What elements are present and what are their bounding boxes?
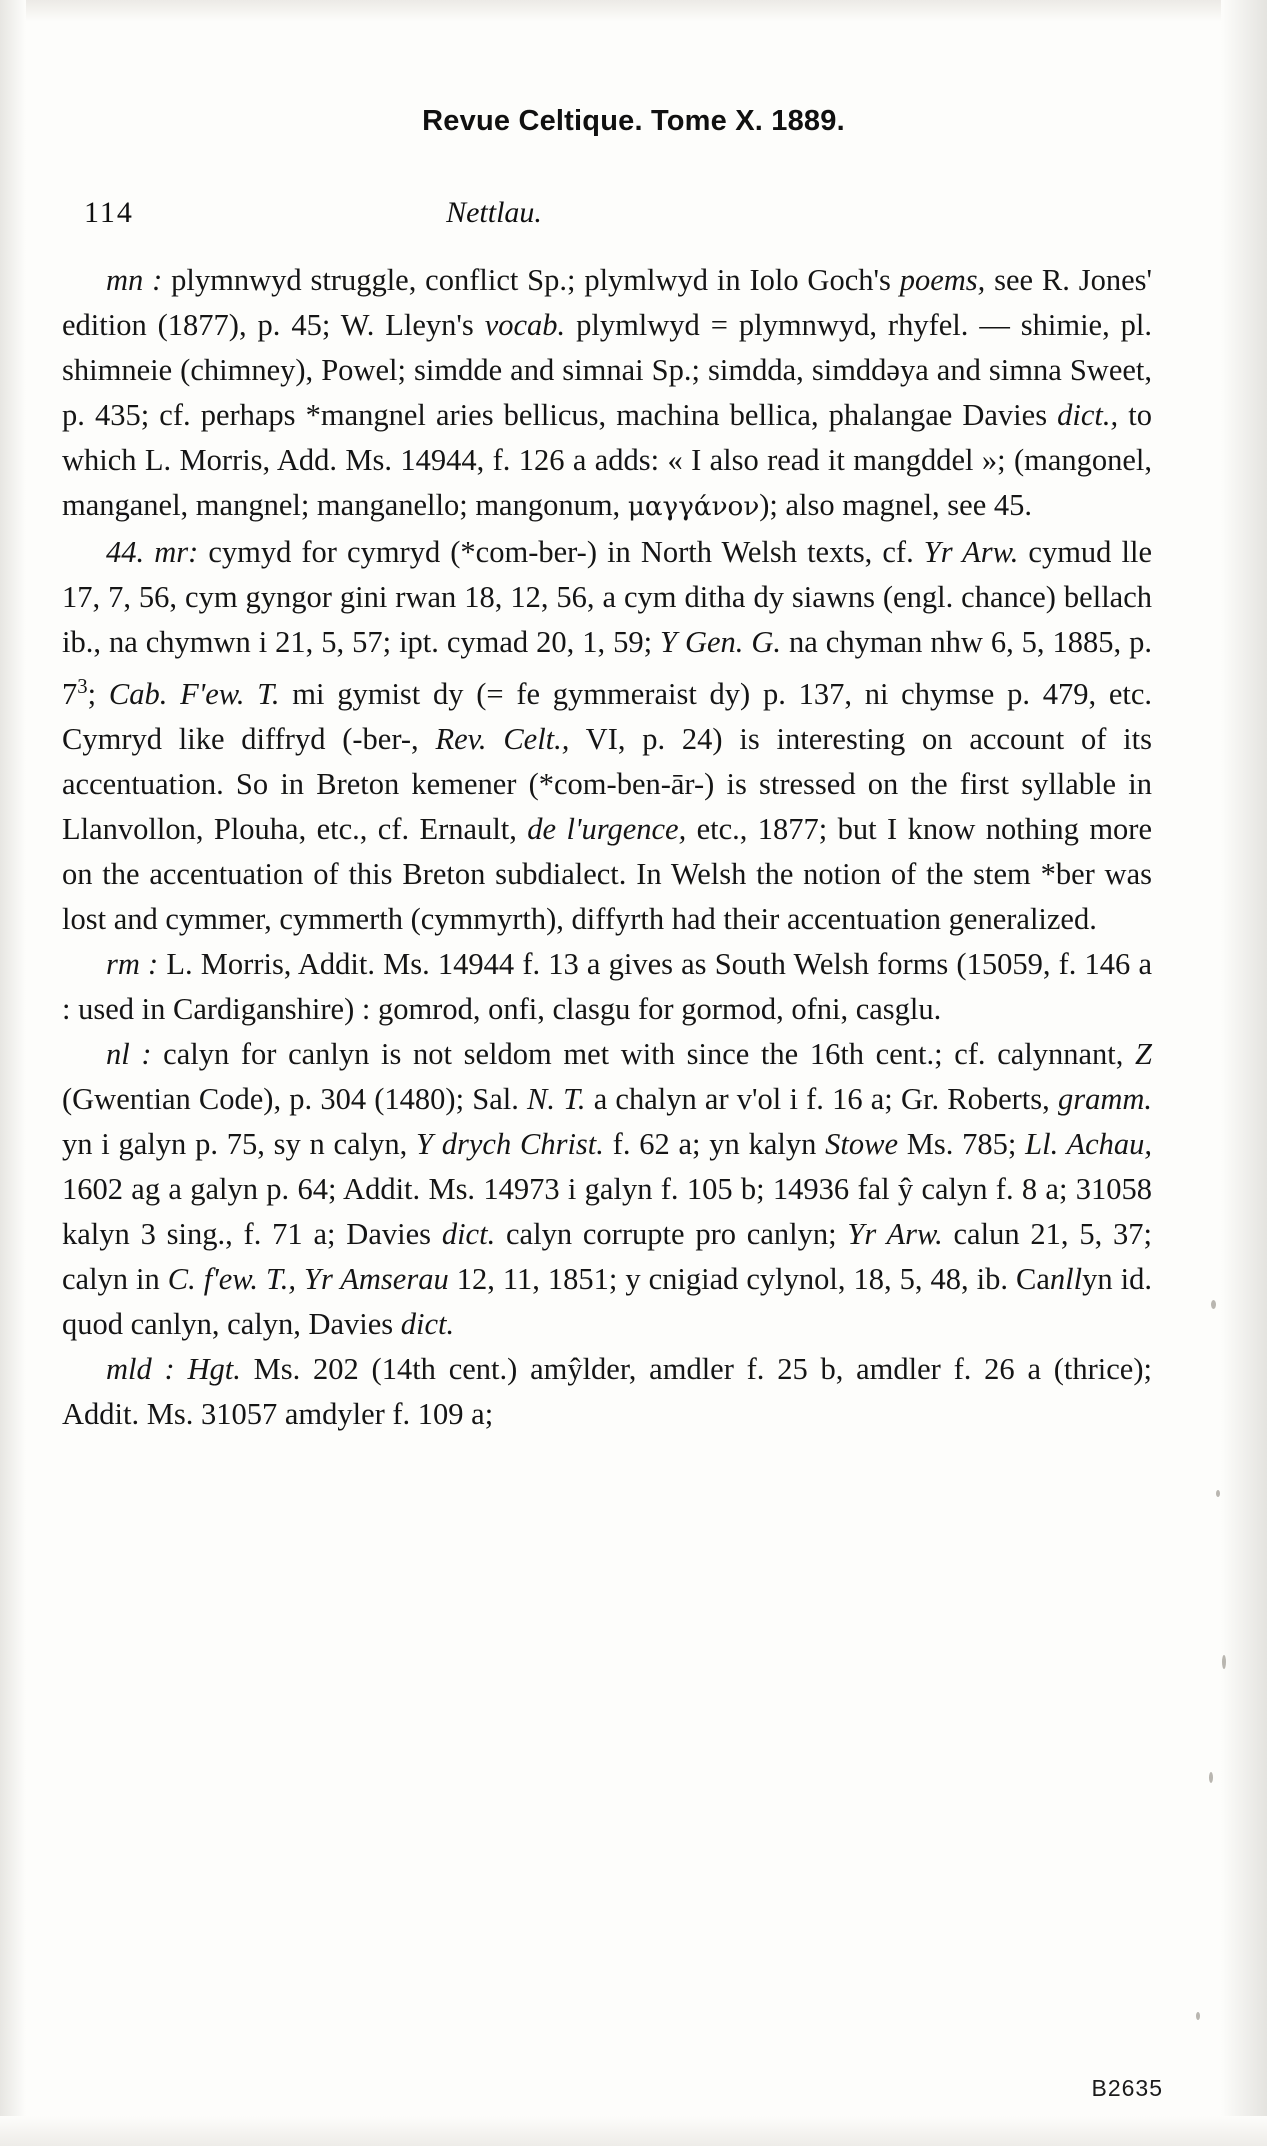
scan-edge-top [0, 0, 1267, 22]
entry-headword: nl : [106, 1037, 152, 1072]
journal-header: Revue Celtique. Tome X. 1889. [422, 105, 845, 137]
scan-edge-left [0, 0, 26, 2146]
scan-speck [1196, 2012, 1200, 2020]
running-head [84, 196, 1184, 230]
running-head-author: Nettlau. [446, 196, 542, 229]
scan-edge-right [1221, 0, 1267, 2146]
scan-speck [1222, 1655, 1226, 1669]
entry-mld: mld : Hgt. Ms. 202 (14th cent.) amŷlder, amdler f. 25 b, amdler f. 26 a (thrice); Addit. Ms. 31057 amdyler f. 109 a; [62, 1352, 1152, 1432]
barcode-label: B2635 [1091, 2075, 1163, 2101]
entry-headword: mn : [106, 263, 163, 297]
entry-rm: rm : L. Morris, Addit. Ms. 14944 f. 13 a gives as South Welsh forms (15059, f. 146 a : used in Cardiganshire) : gomrod, onfi, clasgu for gormod, ofni, casglu. [62, 947, 1152, 1027]
scan-speck [1216, 1490, 1220, 1497]
page-number: 114 [84, 196, 134, 229]
entry-mr: 44. mr: cymyd for cymryd (*com-ber-) in North Welsh texts, cf. Yr Arw. cymud lle 17, 7, 56, cym gyngor gini rwan 18, 12, 56, a cym ditha dy siawns (engl. chance) bellach ib., na chymwn i 21, 5, 57; ipt. cymad 20, 1, 59; Y Gen. G. na chyman nhw 6, 5, 1885, p. $7^3$; Cab. F'ew. T. mi gymist dy (= fe gymmeraist dy) p. 137, ni chymse p. 479, etc. Cymryd like diffryd (-ber-, Rev. Celt., VI, p. 24) is interesting on account of its accentuation. So in Breton kemener (*com-ben-ār-) is stressed on the first syllable in Llanvollon, Plouha, etc., cf. Ernault, de l'urgence, etc., 1877; but I know nothing more on the accentuation of this Breton subdialect. In Welsh the notion of the stem *ber was lost and cymmer, cymmerth (cymmyrth), diffyrth had their accentuation generalized. [62, 535, 1153, 937]
entry-headword: 44. mr: [106, 535, 199, 569]
scan-speck [1209, 1772, 1213, 1783]
scan-edge-bottom [0, 2116, 1267, 2146]
entry-headword: mld : [106, 1352, 175, 1387]
scan-speck [1211, 1300, 1216, 1309]
entry-mn: mn : plymnwyd struggle, conflict Sp.; plymlwyd in Iolo Goch's poems, see R. Jones' edition (1877), p. 45; W. Lleyn's vocab. plymlwyd = plymnwyd, rhyfel. — shimie, pl. shimneie (chimney), Powel; simdde and simnai Sp.; simdda, simddəya and simna Sweet, p. 435; cf. perhaps *mangnel aries bellicus, machina bellica, phalangae Davies dict., to which L. Morris, Add. Ms. 14944, f. 126 a adds: « I also read it mangddel »; (mangonel, manganel, mangnel; manganello; mangonum, μαγγάνον); also magnel, see 45. [62, 263, 1153, 522]
page-body-text [62, 258, 1152, 1437]
entry-headword: rm : [106, 947, 159, 982]
entry-nl: nl : calyn for canlyn is not seldom met with since the 16th cent.; cf. calynnant, Z (Gwentian Code), p. 304 (1480); Sal. N. T. a chalyn ar v'ol i f. 16 a; Gr. Roberts, gramm. yn i galyn p. 75, sy n calyn, Y drych Christ. f. 62 a; yn kalyn Stowe Ms. 785; Ll. Achau, 1602 ag a galyn p. 64; Addit. Ms. 14973 i galyn f. 105 b; 14936 fal ŷ calyn f. 8 a; 31058 kalyn 3 sing., f. 71 a; Davies dict. calyn corrupte pro canlyn; Yr Arw. calun 21, 5, 37; calyn in C. f'ew. T., Yr Amserau 12, 11, 1851; y cnigiad cylynol, 18, 5, 48, ib. Canllyn id. quod canlyn, calyn, Davies dict. [62, 1037, 1153, 1342]
